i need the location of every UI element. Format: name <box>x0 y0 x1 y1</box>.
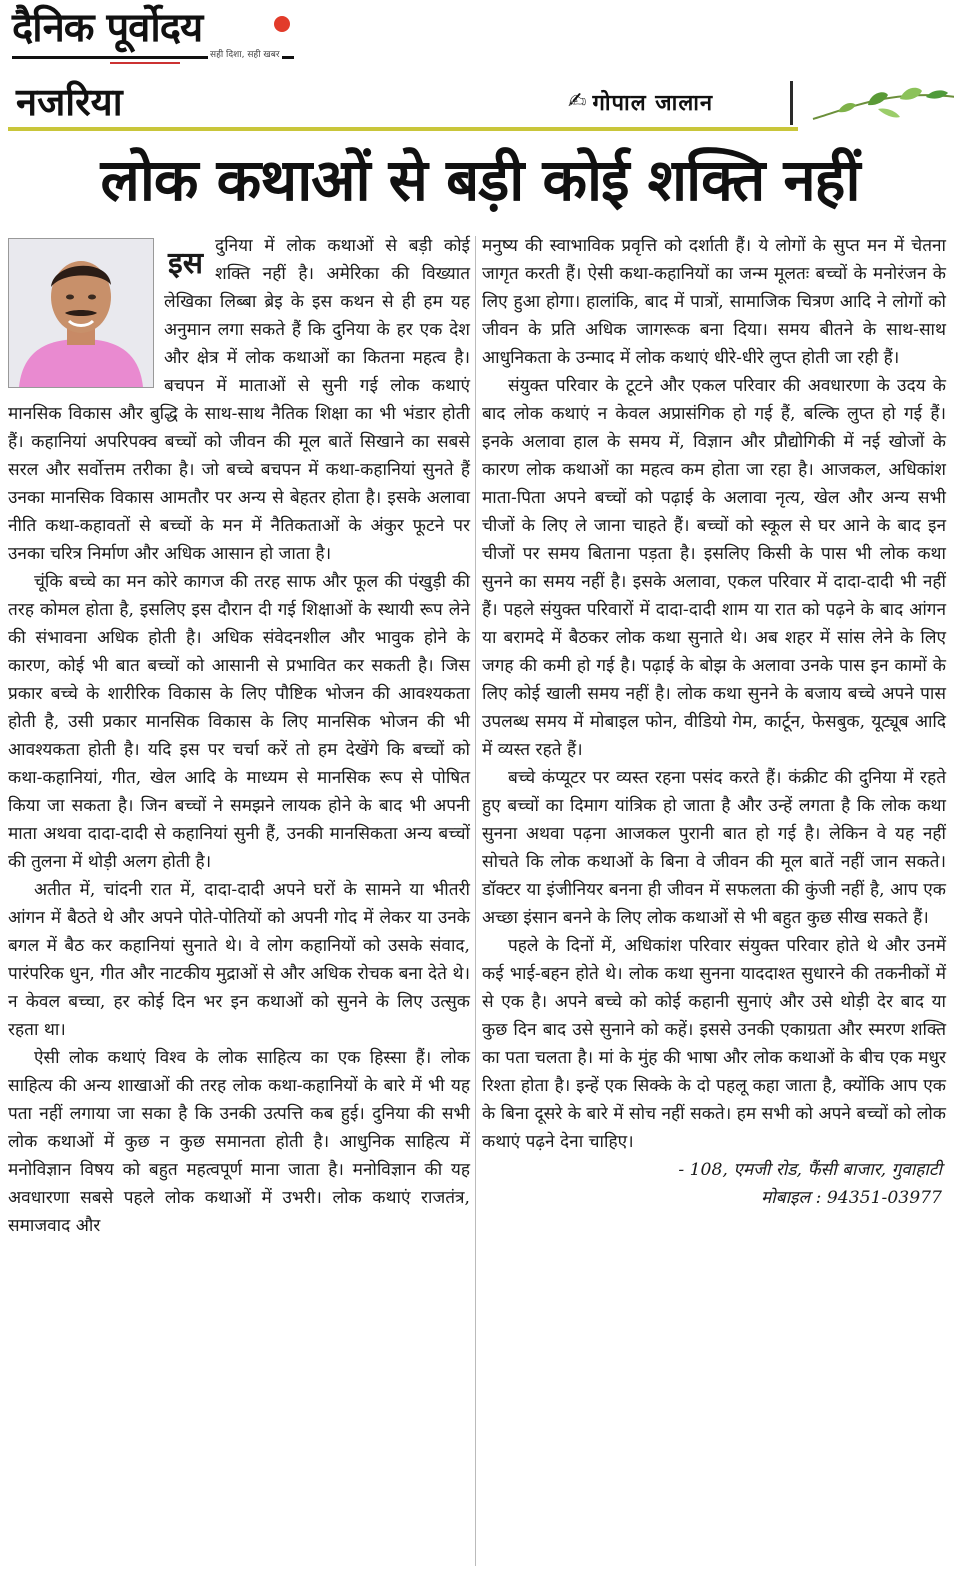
masthead <box>12 6 302 70</box>
paragraph: चूंकि बच्चे का मन कोरे कागज की तरह साफ और फूल की पंखुड़ी की तरह कोमल होता है, इसलिए इस दौरान दी गई शिक्षाओं के स्थायी रूप लेने की संभावना अधिक होती है। अधिक संवेदनशील और भावुक होने के कारण, कोई भी बात बच्चों को आसानी से प्रभावित कर सकती है। जिस प्रकार बच्चे के शारीरिक विकास के लिए पौष्टिक भोजन की आवश्यकता होती है, उसी प्रकार मानसिक विकास के लिए मानसिक भोजन की भी आवश्यकता होती है। यदि इस पर चर्चा करें तो हम देखेंगे कि बच्चों को कथा-कहानियां, गीत, खेल आदि के माध्यम से मानसिक रूप से पोषित किया जा सकता है। जिन बच्चों ने समझने लायक होने के बाद भी अपनी माता अथवा दादा-दादी से कहानियां सुनी हैं, उनकी मानसिकता अन्य बच्चों की तुलना में थोड़ी अलग होती है। <box>8 572 470 872</box>
masthead-title: दैनिक पूर्वोदय <box>12 5 203 51</box>
byline-divider <box>790 81 793 125</box>
paragraph: संयुक्त परिवार के टूटने और एकल परिवार की अवधारणा के उदय के बाद लोक कथाएं न केवल अप्रासंगिक हो गई हैं, बल्कि लुप्त हो गई हैं। इनके अलावा हाल के समय में, विज्ञान और प्रौद्योगिकी में नई खोजों के कारण लोक कथाओं का महत्व कम होता जा रहा है। आजकल, अधिकांश माता-पिता अपने बच्चों को पढ़ाई के अलावा नृत्य, खेल और अन्य सभी चीजों के लिए ले जाना चाहते हैं। बच्चों को स्कूल से घर आने के बाद इन चीजों पर समय बिताना पड़ता है। इसलिए किसी के पास भी लोक कथा सुनने का समय नहीं है। इसके अलावा, एकल परिवार में दादा-दादी भी नहीं हैं। पहले संयुक्त परिवारों में दादा-दादी शाम या रात को पढ़ने के बाद आंगन या बरामदे में बैठकर लोक कथा सुनाते थे। अब शहर में सांस लेने के लिए जगह की कमी हो गई है। पढ़ाई के बोझ के अलावा उनके पास इन कामों के लिए कोई खाली समय नहीं है। लोक कथा सुनने के बजाय बच्चे अपने पास उपलब्ध समय में मोबाइल फोन, वीडियो गेम, कार्टून, फेसबुक, यूट्यूब आदि में व्यस्त रहते हैं। <box>482 376 946 760</box>
accent-rule <box>8 127 798 131</box>
drop-cap: इस <box>168 246 204 281</box>
article-column-right <box>482 232 946 1572</box>
column-divider <box>475 236 476 1566</box>
masthead-red-line <box>110 62 180 64</box>
author-portrait-icon <box>9 239 153 387</box>
author-photo <box>8 238 154 388</box>
author-byline <box>568 85 713 119</box>
paragraph: ऐसी लोक कथाएं विश्व के लोक साहित्य का एक हिस्सा हैं। लोक साहित्य की अन्य शाखाओं की तरह लोक कथा-कहानियों के बारे में भी यह पता नहीं लगाया जा सका है कि उनकी उत्पत्ति कब हुई। दुनिया की सभी लोक कथाओं में कुछ न कुछ समानता होती है। आधुनिक साहित्य में मनोविज्ञान विषय को बहुत महत्वपूर्ण माना जाता है। मनोविज्ञान की यह अवधारणा सबसे पहले लोक कथाओं में उभरी। लोक कथाएं राजतंत्र, समाजवाद और <box>8 1048 470 1236</box>
paragraph: अतीत में, चांदनी रात में, दादा-दादी अपने घरों के सामने या भीतरी आंगन में बैठते थे और अपने पोते-पोतियों को अपनी गोद में लेकर या उनके बगल में बैठ कर कहानियां सुनाते थे। वे लोग कहानियों को उसके संवाद, पारंपरिक धुन, गीत और नाटकीय मुद्राओं से और अधिक रोचक बना देते थे। न केवल बच्चा, हर कोई दिन भर इन कथाओं को सुनने के लिए उत्सुक रहता था। <box>8 880 470 1040</box>
pen-icon: ✍ <box>568 89 587 114</box>
section-label: नजरिया <box>16 80 123 124</box>
masthead-tagline: सही दिशा, सही खबर <box>208 47 282 60</box>
leaf-decoration-icon <box>808 79 954 129</box>
article-column-left <box>8 232 470 1572</box>
paragraph: दुनिया में लोक कथाओं से बड़ी कोई शक्ति नहीं है। अमेरिका की विख्यात लेखिका लिब्बा ब्रेइ के इस कथन से ही हम यह अनुमान लगा सकते हैं कि दुनिया के हर एक देश और क्षेत्र में लोक कथाओं का कितना महत्व है। बचपन में माताओं से सुनी गई लोक कथाएं मानसिक विकास और बुद्धि के साथ-साथ नैतिक शिक्षा का भी भंडार होती हैं। कहानियां अपरिपक्व बच्चों को जीवन की मूल बातें सिखाने का सबसे सरल और सर्वोत्तम तरीका है। जो बच्चे बचपन में कथा-कहानियां सुनते हैं उनका मानसिक विकास आमतौर पर अन्य से बेहतर होता है। इसके अलावा नीति कथा-कहावतों से बच्चों के मन में नैतिकताओं के अंकुर फूटने पर उनका चरित्र निर्माण और अधिक आसान हो जाता है। <box>8 236 470 564</box>
paragraph: मनुष्य की स्वाभाविक प्रवृत्ति को दर्शाती हैं। ये लोगों के सुप्त मन में चेतना जागृत करती हैं। ऐसी कथा-कहानियों का जन्म मूलतः बच्चों के मनोरंजन के लिए हुआ होगा। हालांकि, बाद में पात्रों, सामाजिक चित्रण आदि ने लोगों को जीवन के प्रति अधिक जागरूक बना दिया। समय बीतने के साथ-साथ आधुनिकता के उन्माद में लोक कथाएं धीरे-धीरे लुप्त होती जा रही हैं। <box>482 236 946 368</box>
paragraph: पहले के दिनों में, अधिकांश परिवार संयुक्त परिवार होते थे और उनमें कई भाई-बहन होते थे। लोक कथा सुनना याददाश्त सुधारने की तकनीकों में से एक है। अपने बच्चे को कोई कहानी सुनाएं और उसे थोड़ी देर बाद या कुछ दिन बाद उसे सुनाने को कहें। इससे उनकी एकाग्रता और स्मरण शक्ति का पता चलता है। मां के मुंह की भाषा और लोक कथाओं के बीच एक मधुर रिश्ता होता है। इन्हें एक सिक्के के दो पहलू कहा जाता है, क्योंकि आप एक के बिना दूसरे के बारे में सोच नहीं सकते। हम सभी को अपने बच्चों को लोक कथाएं पढ़ने देना चाहिए। <box>482 936 946 1152</box>
paragraph: बच्चे कंप्यूटर पर व्यस्त रहना पसंद करते हैं। कंक्रीट की दुनिया में रहते हुए बच्चों का दिमाग यांत्रिक हो जाता है और उन्हें लगता है कि लोक कथा सुनना अथवा पढ़ना आजकल पुरानी बात हो गई है। लेकिन वे यह नहीं सोचते कि लोक कथाओं के बिना वे जीवन की मूल बातें नहीं जान सकते। डॉक्टर या इंजीनियर बनना ही जीवन में सफलता की कुंजी नहीं है, आप एक अच्छा इंसान बनने के लिए लोक कथाओं से भी बहुत कुछ सीख सकते हैं। <box>482 768 946 928</box>
section-bar <box>8 79 952 127</box>
masthead-dot-icon <box>274 16 290 32</box>
author-name: गोपाल जालान <box>592 91 714 116</box>
headline: लोक कथाओं से बड़ी कोई शक्ति नहीं <box>100 146 860 214</box>
author-mobile: मोबाइल : 94351-03977 <box>761 1188 942 1208</box>
author-address: - 108, एमजी रोड, फैंसी बाजार, गुवाहाटी <box>678 1160 942 1180</box>
